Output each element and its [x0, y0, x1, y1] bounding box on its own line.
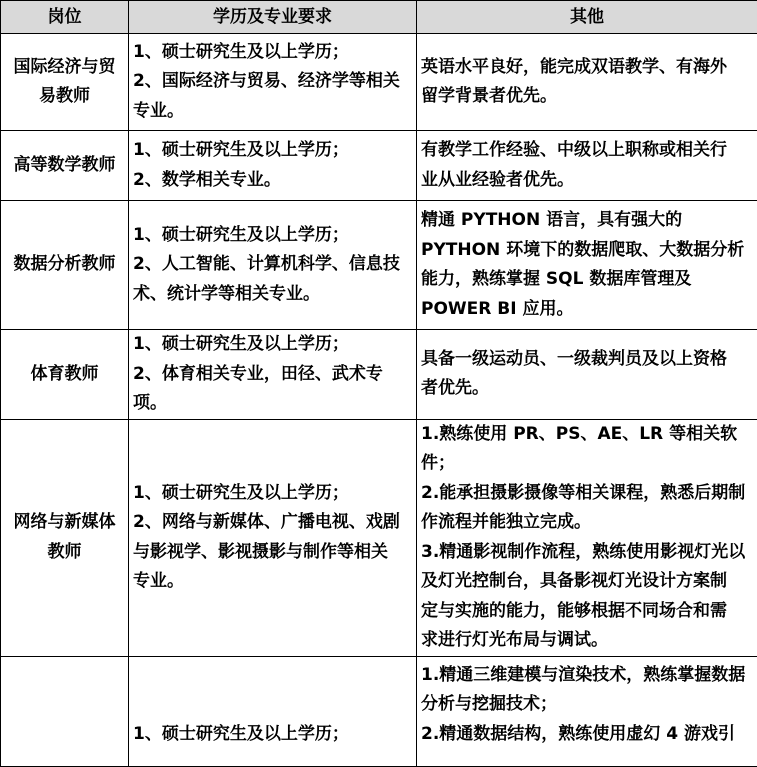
header-requirements: 学历及专业要求: [129, 1, 417, 34]
cell-text: 2.精通数据结构，熟练使用虚幻 4 游戏引: [421, 720, 753, 750]
header-position: 岗位: [1, 1, 129, 34]
cell-text: POWER BI 应用。: [421, 295, 753, 325]
requirements-cell: [129, 131, 417, 201]
cell-text: 英语水平良好，能完成双语教学、有海外: [421, 53, 753, 83]
requirements-cell: [129, 656, 417, 766]
cell-text: 2、国际经济与贸易、经济学等相关: [133, 67, 412, 97]
other-cell: [417, 330, 757, 420]
requirements-cell: [129, 419, 417, 656]
cell-text: 网络与新媒体: [5, 508, 124, 538]
requirements-cell: [129, 201, 417, 330]
cell-text: 2、体育相关专业，田径、武术专项。: [133, 360, 412, 419]
cell-text: [133, 690, 412, 720]
cell-text: 2、网络与新媒体、广播电视、戏剧: [133, 508, 412, 538]
other-cell: [417, 34, 757, 131]
position-cell: [1, 330, 129, 420]
other-cell: [417, 131, 757, 201]
position-cell: [1, 131, 129, 201]
cell-text: 定与实施的能力，能够根据不同场合和需: [421, 597, 753, 627]
cell-text: 1、硕士研究生及以上学历；: [133, 38, 412, 68]
cell-text: 专业。: [133, 567, 412, 597]
cell-text: PYTHON 环境下的数据爬取、大数据分析: [421, 236, 753, 266]
cell-text: 1.精通三维建模与渲染技术，熟练掌握数据: [421, 661, 753, 691]
other-cell: [417, 201, 757, 330]
table-header-row: [1, 1, 757, 34]
cell-text: [133, 661, 412, 691]
cell-text: 1、硕士研究生及以上学历；: [133, 330, 412, 360]
cell-text: 3.精通影视制作流程，熟练使用影视灯光以: [421, 538, 753, 568]
other-cell: [417, 419, 757, 656]
table-row: [1, 330, 757, 420]
table-row: [1, 201, 757, 330]
header-other: 其他: [417, 1, 757, 34]
cell-text: 具备一级运动员、一级裁判员及以上资格: [421, 345, 753, 375]
other-cell: [417, 656, 757, 766]
cell-text: 1、硕士研究生及以上学历；: [133, 221, 412, 251]
table-row: [1, 419, 757, 656]
position-cell: [1, 419, 129, 656]
cell-text: 2、数学相关专业。: [133, 166, 412, 196]
cell-text: 作流程并能独立完成。: [421, 508, 753, 538]
cell-text: 1.熟练使用 PR、PS、AE、LR 等相关软件；: [421, 420, 753, 479]
cell-text: 者优先。: [421, 374, 753, 404]
position-cell: [1, 34, 129, 131]
cell-text: 及灯光控制台，具备影视灯光设计方案制: [421, 567, 753, 597]
cell-text: 数据分析教师: [5, 250, 124, 280]
cell-text: 高等数学教师: [5, 151, 124, 181]
table-row: [1, 656, 757, 766]
cell-text: 2、人工智能、计算机科学、信息技: [133, 250, 412, 280]
cell-text: 与影视学、影视摄影与制作等相关: [133, 538, 412, 568]
cell-text: 能力，熟练掌握 SQL 数据库管理及: [421, 265, 753, 295]
cell-text: 术、统计学等相关专业。: [133, 280, 412, 310]
table-row: [1, 131, 757, 201]
cell-text: 教师: [5, 538, 124, 568]
cell-text: 国际经济与贸: [5, 53, 124, 83]
cell-text: 留学背景者优先。: [421, 82, 753, 112]
cell-text: 业从业经验者优先。: [421, 166, 753, 196]
position-cell: [1, 201, 129, 330]
cell-text: 有教学工作经验、中级以上职称或相关行: [421, 136, 753, 166]
cell-text: 体育教师: [5, 360, 124, 390]
cell-text: 2.能承担摄影摄像等相关课程，熟悉后期制: [421, 479, 753, 509]
cell-text: 1、硕士研究生及以上学历；: [133, 479, 412, 509]
requirements-cell: [129, 34, 417, 131]
cell-text: 专业。: [133, 97, 412, 127]
requirements-cell: [129, 330, 417, 420]
position-cell: [1, 656, 129, 766]
table-row: [1, 34, 757, 131]
cell-text: 易教师: [5, 82, 124, 112]
cell-text: 精通 PYTHON 语言，具有强大的: [421, 206, 753, 236]
cell-text: 分析与挖掘技术；: [421, 690, 753, 720]
cell-text: 求进行灯光布局与调试。: [421, 626, 753, 656]
cell-text: 1、硕士研究生及以上学历；: [133, 720, 412, 750]
cell-text: 1、硕士研究生及以上学历；: [133, 136, 412, 166]
